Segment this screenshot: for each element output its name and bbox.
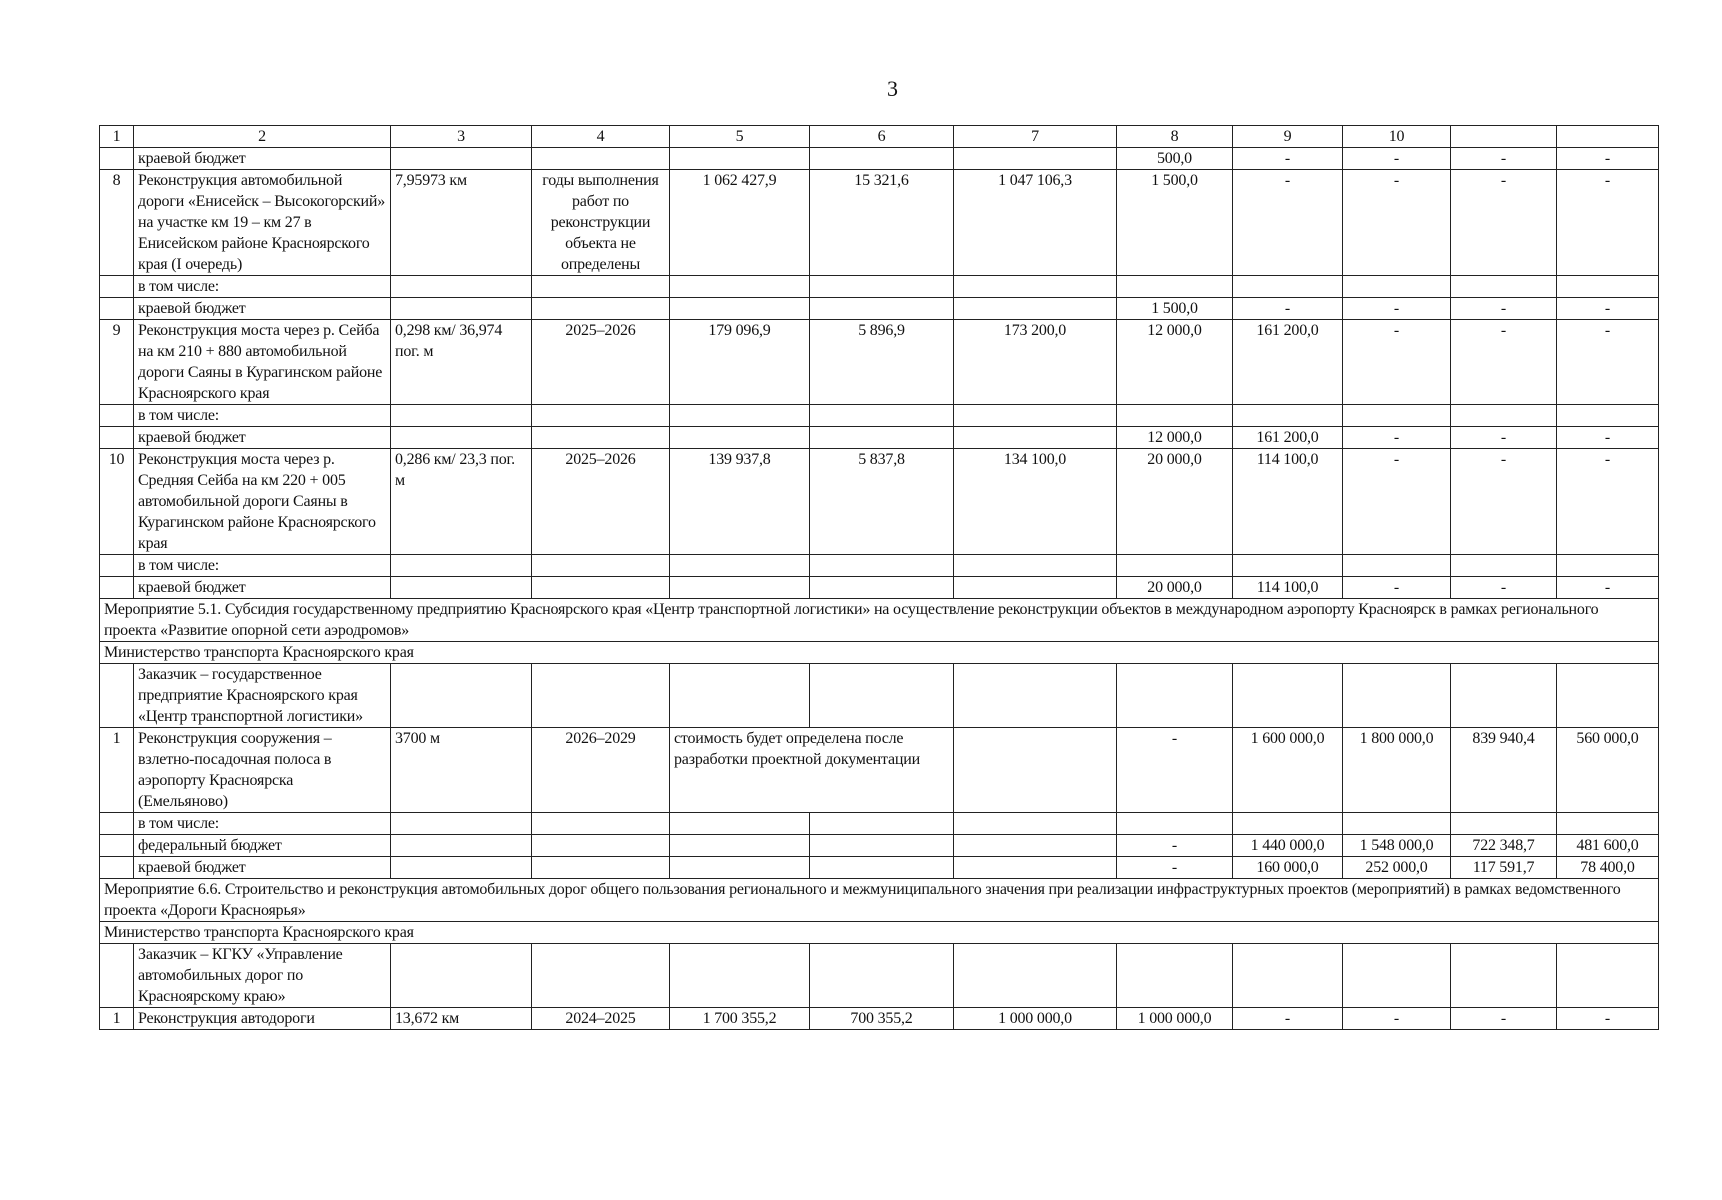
table-cell: - bbox=[1117, 857, 1233, 879]
table-cell: 161 200,0 bbox=[1233, 427, 1343, 449]
table-cell bbox=[391, 944, 532, 1008]
table-cell bbox=[1233, 944, 1343, 1008]
section-title: Мероприятие 6.6. Строительство и реконструкция автомобильных дорог общего пользования регионального и межмуниципального значения при реализации инфраструктурных проектов (мероприятий) в рамках ведомственного проекта «Дороги Красноярья» bbox=[100, 879, 1659, 922]
table-cell: 5 837,8 bbox=[810, 449, 954, 555]
object-name: Реконструкция автодороги bbox=[134, 1008, 391, 1030]
column-number-7: 7 bbox=[954, 126, 1117, 148]
row-number bbox=[100, 577, 134, 599]
section-row bbox=[100, 879, 1659, 922]
table-row bbox=[100, 320, 1659, 405]
section-title: Мероприятие 5.1. Субсидия государственному предприятию Красноярского края «Центр транспортной логистики» на осуществление реконструкции объектов в международном аэропорту Красноярск в рамках регионального проекта «Развитие опорной сети аэродромов» bbox=[100, 599, 1659, 642]
table-cell: - bbox=[1557, 1008, 1659, 1030]
table-cell: 1 548 000,0 bbox=[1343, 835, 1451, 857]
column-number-4: 4 bbox=[532, 126, 670, 148]
table-cell bbox=[954, 944, 1117, 1008]
table-cell bbox=[954, 298, 1117, 320]
table-cell: 1 047 106,3 bbox=[954, 170, 1117, 276]
table-cell bbox=[532, 835, 670, 857]
object-name: Реконструкция моста через р. Сейба на км 210 + 880 автомобильной дороги Саяны в Курагинском районе Красноярского края bbox=[134, 320, 391, 405]
table-cell: - bbox=[1233, 148, 1343, 170]
table-cell: - bbox=[1343, 1008, 1451, 1030]
table-row bbox=[100, 148, 1659, 170]
table-cell bbox=[670, 148, 810, 170]
table-cell bbox=[670, 298, 810, 320]
table-cell: - bbox=[1557, 170, 1659, 276]
object-name: в том числе: bbox=[134, 405, 391, 427]
table-cell: 160 000,0 bbox=[1233, 857, 1343, 879]
object-name: краевой бюджет bbox=[134, 857, 391, 879]
table-cell bbox=[1343, 944, 1451, 1008]
table-cell: - bbox=[1343, 170, 1451, 276]
table-cell bbox=[1233, 276, 1343, 298]
table-row bbox=[100, 664, 1659, 728]
row-number bbox=[100, 944, 134, 1008]
table-cell: 1 062 427,9 bbox=[670, 170, 810, 276]
table-cell bbox=[670, 555, 810, 577]
table-cell bbox=[670, 577, 810, 599]
table-cell: 0,298 км/ 36,974 пог. м bbox=[391, 320, 532, 405]
table-cell bbox=[1451, 555, 1557, 577]
table-cell bbox=[954, 405, 1117, 427]
table-cell: 2025–2026 bbox=[532, 320, 670, 405]
table-cell bbox=[1451, 276, 1557, 298]
table-row bbox=[100, 813, 1659, 835]
column-number-1: 1 bbox=[100, 126, 134, 148]
table-cell bbox=[391, 276, 532, 298]
table-cell: 481 600,0 bbox=[1557, 835, 1659, 857]
table-row bbox=[100, 944, 1659, 1008]
table-cell bbox=[1233, 555, 1343, 577]
table-cell: 114 100,0 bbox=[1233, 577, 1343, 599]
table-cell bbox=[532, 857, 670, 879]
row-number bbox=[100, 405, 134, 427]
table-cell bbox=[810, 577, 954, 599]
table-cell bbox=[1343, 555, 1451, 577]
row-number: 10 bbox=[100, 449, 134, 555]
table-row bbox=[100, 728, 1659, 813]
table-cell bbox=[670, 857, 810, 879]
table-cell: 2024–2025 bbox=[532, 1008, 670, 1030]
table-row bbox=[100, 857, 1659, 879]
table-cell: - bbox=[1557, 449, 1659, 555]
table-row bbox=[100, 405, 1659, 427]
table-cell bbox=[954, 835, 1117, 857]
table-cell bbox=[1451, 813, 1557, 835]
table-cell bbox=[532, 298, 670, 320]
table-cell bbox=[810, 276, 954, 298]
table-cell bbox=[954, 813, 1117, 835]
table-cell: 0,286 км/ 23,3 пог. м bbox=[391, 449, 532, 555]
table-cell bbox=[954, 728, 1117, 813]
column-number-2: 2 bbox=[134, 126, 391, 148]
table-cell bbox=[1557, 813, 1659, 835]
column-number-3: 3 bbox=[391, 126, 532, 148]
table-cell bbox=[391, 405, 532, 427]
column-number-8: 8 bbox=[1117, 126, 1233, 148]
table-cell: 134 100,0 bbox=[954, 449, 1117, 555]
section-row bbox=[100, 599, 1659, 642]
table-cell bbox=[954, 148, 1117, 170]
object-name: Заказчик – КГКУ «Управление автомобильных дорог по Красноярскому краю» bbox=[134, 944, 391, 1008]
table-cell bbox=[810, 427, 954, 449]
table-cell bbox=[1343, 813, 1451, 835]
table-cell: 1 000 000,0 bbox=[954, 1008, 1117, 1030]
table-cell bbox=[1557, 944, 1659, 1008]
object-name: краевой бюджет bbox=[134, 577, 391, 599]
table-cell bbox=[391, 427, 532, 449]
table-cell: 500,0 bbox=[1117, 148, 1233, 170]
table-cell bbox=[810, 405, 954, 427]
table-row bbox=[100, 555, 1659, 577]
object-name: Заказчик – государственное предприятие Красноярского края «Центр транспортной логистики» bbox=[134, 664, 391, 728]
table-cell: 1 500,0 bbox=[1117, 170, 1233, 276]
table-cell bbox=[810, 944, 954, 1008]
table-cell bbox=[1451, 664, 1557, 728]
page-number: 3 bbox=[887, 76, 898, 101]
row-number bbox=[100, 427, 134, 449]
object-name: краевой бюджет bbox=[134, 148, 391, 170]
table-cell bbox=[1117, 813, 1233, 835]
table-cell: 7,95973 км bbox=[391, 170, 532, 276]
table-cell: 20 000,0 bbox=[1117, 577, 1233, 599]
section-title: Министерство транспорта Красноярского края bbox=[100, 642, 1659, 664]
table-cell bbox=[954, 577, 1117, 599]
table-cell bbox=[532, 427, 670, 449]
table-cell: - bbox=[1557, 577, 1659, 599]
table-cell bbox=[1233, 813, 1343, 835]
table-cell: - bbox=[1451, 170, 1557, 276]
table-cell bbox=[670, 427, 810, 449]
table-cell: 2025–2026 bbox=[532, 449, 670, 555]
table-cell: 173 200,0 bbox=[954, 320, 1117, 405]
table-cell bbox=[1451, 405, 1557, 427]
table-cell: 1 000 000,0 bbox=[1117, 1008, 1233, 1030]
column-number-5: 5 bbox=[670, 126, 810, 148]
table-cell: - bbox=[1451, 148, 1557, 170]
table-cell: - bbox=[1343, 449, 1451, 555]
table-cell bbox=[670, 405, 810, 427]
table-cell: 114 100,0 bbox=[1233, 449, 1343, 555]
object-name: в том числе: bbox=[134, 555, 391, 577]
table-cell bbox=[532, 813, 670, 835]
object-name: в том числе: bbox=[134, 813, 391, 835]
table-cell: 3700 м bbox=[391, 728, 532, 813]
column-number-10: 10 bbox=[1343, 126, 1451, 148]
table-cell bbox=[670, 664, 810, 728]
table-cell bbox=[954, 276, 1117, 298]
table-cell: - bbox=[1343, 148, 1451, 170]
table-cell bbox=[810, 857, 954, 879]
table-cell: 722 348,7 bbox=[1451, 835, 1557, 857]
table-cell: - bbox=[1117, 728, 1233, 813]
table-cell bbox=[954, 427, 1117, 449]
table-cell: 20 000,0 bbox=[1117, 449, 1233, 555]
table-cell: 161 200,0 bbox=[1233, 320, 1343, 405]
document-sheet bbox=[99, 125, 1659, 1030]
table-cell: 5 896,9 bbox=[810, 320, 954, 405]
table-cell: - bbox=[1557, 298, 1659, 320]
row-number: 1 bbox=[100, 1008, 134, 1030]
table-row bbox=[100, 276, 1659, 298]
table-row bbox=[100, 577, 1659, 599]
table-cell bbox=[670, 276, 810, 298]
section-title: Министерство транспорта Красноярского края bbox=[100, 922, 1659, 944]
table-cell bbox=[1233, 664, 1343, 728]
table-cell bbox=[1117, 944, 1233, 1008]
table-cell: - bbox=[1557, 427, 1659, 449]
table-cell: - bbox=[1117, 835, 1233, 857]
section-row bbox=[100, 642, 1659, 664]
table-cell bbox=[1343, 405, 1451, 427]
table-cell: 252 000,0 bbox=[1343, 857, 1451, 879]
row-number bbox=[100, 835, 134, 857]
table-cell bbox=[810, 835, 954, 857]
table-cell bbox=[1343, 276, 1451, 298]
table-cell: 700 355,2 bbox=[810, 1008, 954, 1030]
column-number-9: 9 bbox=[1233, 126, 1343, 148]
row-number: 9 bbox=[100, 320, 134, 405]
table-cell bbox=[391, 148, 532, 170]
table-cell bbox=[810, 555, 954, 577]
table-cell bbox=[670, 944, 810, 1008]
object-name: Реконструкция автомобильной дороги «Енисейск – Высокогорский» на участке км 19 – км 27 в Енисейском районе Красноярского края (I очередь) bbox=[134, 170, 391, 276]
table-cell bbox=[1343, 664, 1451, 728]
table-cell: - bbox=[1451, 320, 1557, 405]
header-row bbox=[100, 126, 1659, 148]
table-cell bbox=[391, 577, 532, 599]
table-cell: стоимость будет определена после разработки проектной документации bbox=[670, 728, 954, 813]
table-cell: - bbox=[1451, 449, 1557, 555]
program-table bbox=[99, 125, 1659, 1030]
table-cell bbox=[532, 555, 670, 577]
table-cell: 1 bbox=[100, 728, 134, 813]
column-number-12 bbox=[1557, 126, 1659, 148]
table-row bbox=[100, 835, 1659, 857]
table-cell: - bbox=[1557, 320, 1659, 405]
table-cell: 13,672 км bbox=[391, 1008, 532, 1030]
table-cell bbox=[532, 577, 670, 599]
table-cell bbox=[810, 664, 954, 728]
table-cell bbox=[670, 813, 810, 835]
table-cell bbox=[1233, 405, 1343, 427]
table-cell bbox=[532, 276, 670, 298]
table-cell bbox=[954, 664, 1117, 728]
table-cell: - bbox=[1557, 148, 1659, 170]
table-cell: 1 700 355,2 bbox=[670, 1008, 810, 1030]
row-number bbox=[100, 664, 134, 728]
table-cell bbox=[391, 664, 532, 728]
row-number bbox=[100, 555, 134, 577]
object-name: в том числе: bbox=[134, 276, 391, 298]
table-row bbox=[100, 170, 1659, 276]
table-cell bbox=[1117, 664, 1233, 728]
table-cell: - bbox=[1343, 577, 1451, 599]
table-cell bbox=[670, 835, 810, 857]
table-cell: - bbox=[1233, 1008, 1343, 1030]
table-cell bbox=[532, 944, 670, 1008]
table-cell bbox=[810, 813, 954, 835]
table-cell: 2026–2029 bbox=[532, 728, 670, 813]
table-cell bbox=[1557, 405, 1659, 427]
table-cell: 12 000,0 bbox=[1117, 320, 1233, 405]
row-number bbox=[100, 857, 134, 879]
object-name: Реконструкция моста через р. Средняя Сейба на км 220 + 005 автомобильной дороги Саяны в Курагинском районе Красноярского края bbox=[134, 449, 391, 555]
table-row bbox=[100, 427, 1659, 449]
table-cell: 1 600 000,0 bbox=[1233, 728, 1343, 813]
table-cell: 179 096,9 bbox=[670, 320, 810, 405]
table-cell: - bbox=[1451, 1008, 1557, 1030]
table-cell: 1 500,0 bbox=[1117, 298, 1233, 320]
table-cell: - bbox=[1343, 427, 1451, 449]
table-cell: - bbox=[1343, 320, 1451, 405]
table-cell: - bbox=[1343, 298, 1451, 320]
object-name: краевой бюджет bbox=[134, 298, 391, 320]
table-cell bbox=[810, 298, 954, 320]
table-cell bbox=[391, 835, 532, 857]
table-cell bbox=[810, 148, 954, 170]
row-number bbox=[100, 148, 134, 170]
table-cell: 1 440 000,0 bbox=[1233, 835, 1343, 857]
table-row bbox=[100, 449, 1659, 555]
table-cell: 117 591,7 bbox=[1451, 857, 1557, 879]
table-cell: 12 000,0 bbox=[1117, 427, 1233, 449]
table-cell bbox=[1117, 555, 1233, 577]
object-name: федеральный бюджет bbox=[134, 835, 391, 857]
table-cell bbox=[1117, 405, 1233, 427]
table-cell: годы выполнения работ по реконструкции объекта не определены bbox=[532, 170, 670, 276]
table-cell bbox=[954, 555, 1117, 577]
row-number bbox=[100, 813, 134, 835]
table-cell bbox=[954, 857, 1117, 879]
table-cell: - bbox=[1233, 170, 1343, 276]
table-cell bbox=[532, 664, 670, 728]
table-cell: 560 000,0 bbox=[1557, 728, 1659, 813]
table-cell bbox=[1117, 276, 1233, 298]
object-name: краевой бюджет bbox=[134, 427, 391, 449]
table-cell: 1 800 000,0 bbox=[1343, 728, 1451, 813]
table-cell bbox=[1451, 944, 1557, 1008]
table-cell: - bbox=[1451, 298, 1557, 320]
table-cell bbox=[391, 857, 532, 879]
row-number: 8 bbox=[100, 170, 134, 276]
table-row bbox=[100, 1008, 1659, 1030]
table-cell bbox=[1557, 664, 1659, 728]
table-cell bbox=[1557, 555, 1659, 577]
table-cell bbox=[532, 405, 670, 427]
table-cell: - bbox=[1451, 577, 1557, 599]
table-cell bbox=[391, 555, 532, 577]
table-row bbox=[100, 298, 1659, 320]
table-cell: 15 321,6 bbox=[810, 170, 954, 276]
table-cell: 839 940,4 bbox=[1451, 728, 1557, 813]
table-cell bbox=[391, 813, 532, 835]
row-number bbox=[100, 298, 134, 320]
table-cell bbox=[391, 298, 532, 320]
row-number bbox=[100, 276, 134, 298]
section-row bbox=[100, 922, 1659, 944]
table-cell bbox=[532, 148, 670, 170]
table-cell: - bbox=[1451, 427, 1557, 449]
table-cell: - bbox=[1233, 298, 1343, 320]
table-cell: 139 937,8 bbox=[670, 449, 810, 555]
column-number-11 bbox=[1451, 126, 1557, 148]
column-number-6: 6 bbox=[810, 126, 954, 148]
table-cell: 78 400,0 bbox=[1557, 857, 1659, 879]
table-cell bbox=[1557, 276, 1659, 298]
table-cell: Реконструкция сооружения – взлетно-посадочная полоса в аэропорту Красноярска (Емельяново) bbox=[134, 728, 391, 813]
